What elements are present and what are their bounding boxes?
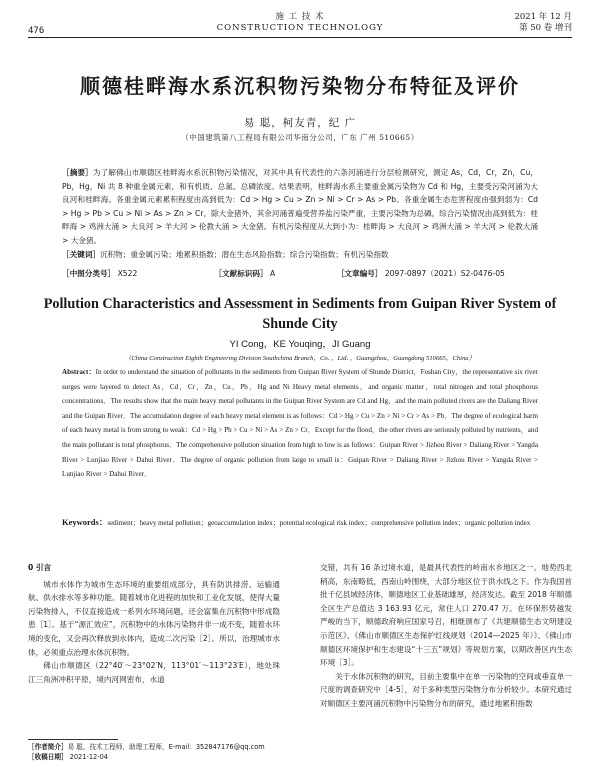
doc-value: A — [270, 269, 276, 278]
body-column-right — [320, 561, 572, 711]
abstract-cn-text: 为了解佛山市顺德区桂畔海水系沉积物污染情况，对其中具有代表性的六条河涌进行分层检测研究，测定 As，Cd，Cr，Zn，Cu，Pb，Hg，Ni 共 8 种重金属元素，和有机质、总氮、总磷浓度。结果表明，桂畔海水系主要重金属污染物为 Cd 和 Hg，主要受污染河涌为大良河和桂畔海。各重金属元素累积程度由高到低为：Cd > Hg > Cu > Zn > Ni > Cr > As > Pb。各重金属生态危害程度由强到弱为：Cd > Hg > Pb > Cu > Ni > As > Zn > Cr。除大金猪外，其余河涌普遍受营养盐污染严重，主要污染物为总磷。综合污染情况由高到低为：桂畔海 > 鸡洲大涌 > 大良河 > 羊大河 > 伦教大涌 > 大金猪。有机污染程度从大到小为：桂畔海 > 大良河 > 鸡洲大涌 > 羊大河 > 伦教大涌 > 大金猪。 — [62, 168, 538, 245]
affiliation-cn: （中国建筑第八工程局有限公司华南分公司，广东 广州 510665） — [181, 133, 419, 142]
section-heading: 0 引言 — [28, 563, 52, 572]
abstract-en-text: In order to understand the situation of pollutants in the sediments from Guipan River System of Shunde District，Foshan City，the representative six river surges were layered to detect As，Cd，Cr，Zn，Cu，Pb，Hg and Ni Heavy metal elements，and organic matter，total nitrogen and total phosphorus concentrations．The results show that the main heavy metal pollutants in the Guipan River System are Cd and Hg，and the main polluted rivers are the Daliang River and the Guipan River．The accumulation degree of each heavy metal element is as follows：Cd > Hg > Cu > Zn > Ni > Cr > As > Pb．The degree of ecological harm of each heavy metal is from strong to weak：Cd > Hg > Pb > Cu > Ni > As > Zn > Cr．Except for the flood，the other rivers are seriously polluted by nutrients，and the main pollutant is total phosphorus．The comprehensive pollution situation from high to low is as follows：Guipan River > Jizhou River > Daliang River > Yangda River > Lunjiao River > Dahui River．The degree of organic pollution from large to small is：Guipan River > Daliang River > Jizhou River > Yangda River > Lunjiao River > Dahui River． — [62, 368, 538, 479]
abstract-cn-label: ［摘要］ — [62, 168, 93, 177]
footnote-received — [28, 752, 288, 762]
keywords-en-label: Keywords： — [62, 517, 108, 527]
authors-cn: 易 聪，柯友青，纪 广 — [243, 117, 357, 129]
issue-info — [514, 12, 572, 34]
abstract-en-label: Abstract： — [62, 368, 96, 376]
doc-code — [214, 268, 334, 279]
footnote-received-label: ［收稿日期］ — [28, 753, 68, 761]
clc-value: X522 — [117, 269, 138, 278]
clc-number — [62, 268, 212, 279]
footnote-rule — [28, 739, 118, 740]
article-value: 2097-0897（2021）S2-0476-05 — [384, 269, 505, 278]
page-number: 476 — [28, 26, 45, 36]
footnote-received-text: 2021-12-04 — [69, 753, 108, 761]
clc-label: ［中图分类号］ — [62, 269, 116, 278]
classification-line — [62, 268, 538, 279]
issue-date: 2021 年 12 月 — [514, 12, 572, 22]
abstract-en — [62, 365, 538, 482]
footnote-author-text: 易 聪，技术工程师，助理工程师，E-mail：352847176@qq.com — [67, 743, 265, 751]
doc-label: ［文献标识码］ — [214, 269, 268, 278]
footnote-author-label: ［作者简介］ — [28, 743, 68, 751]
keywords-cn-text: 沉积物；重金属污染；地累积指数；潜在生态风险指数；综合污染指数；有机污染指数 — [99, 249, 389, 259]
keywords-cn-label: ［关键词］ — [62, 249, 100, 259]
journal-name — [28, 12, 572, 34]
authors-en: YI Cong，KE Youqing，JI Guang — [229, 339, 371, 350]
journal-name-en: CONSTRUCTION TECHNOLOGY — [216, 23, 384, 33]
article-number — [337, 268, 505, 279]
issue-volume: 第 50 卷 增刊 — [519, 23, 572, 33]
affiliation-en: （China Construction Eighth Engineering Division Southchina Branch，Co．，Ltd．，Guangzhou，Guangdong 510665，China） — [124, 355, 476, 362]
paragraph: 佛山市顺德区（22°40′～23°02′N，113°01′～113°23′E），地处珠江三角洲冲积平原，境内河网密布，水道 — [28, 661, 280, 684]
keywords-en-text: sediment；heavy metal pollution；geoaccumulation index；potential ecological risk index；comprehensive pollution index；organic pollution index — [107, 519, 531, 527]
paragraph: 城市水体作为城市生态环境的重要组成部分，具有防洪排涝、运输通航、供水排水等多种功能。随着城市化进程的加快和工业化发展，使得大量污染物排入，不仅直接造成一系列水环境问题，还会富集在沉积物中形成隐患［1］。基于“源汇效应”，沉积物中的水体污染物并非一成不变，随着水环境的变化，又会再次释放到水体内，造成二次污染［2］。所以，治理城市水体，必须重点治理水体沉积物。 — [28, 579, 280, 657]
footnote — [28, 742, 288, 762]
paragraph: 交错，共有 16 条过境水道，是最具代表性的岭南水乡地区之一。地势西北稍高，东南略低，西南山岭围绕，大部分地区位于洪水线之下。作为我国首批千亿县域经济体，顺德地区工业基础雄厚，经济发达。截至 2018 年顺德全区生产总值达 3 163.93 亿元，常住人口 270.47 万。在环保形势越发严峻的当下，顺德政府响应国家号召，相继颁布了《共建顺德生态文明建设示范区》、《佛山市顺德区生态保护红线规划（2014—2025 年）》、《佛山市顺德区环境保护和生态建设“十三五”规划》等规划方案，以期改善区内生态环境［3］。 — [320, 563, 572, 668]
journal-name-cn: 施 工 技 术 — [275, 12, 325, 22]
paragraph: 关于水体沉积物的研究，目前主要集中在单一污染物的空间或垂直单一尺度的调查研究中［4-5］，对于多种类型污染物分布分析较少。本研究通过对顺德区主要河涌沉积物中污染物分布的研究，通过地累积指数 — [320, 671, 572, 708]
body-column-left — [28, 561, 280, 686]
article-label: ［文章编号］ — [336, 269, 383, 278]
keywords-en — [62, 515, 538, 530]
title-cn: 顺德桂畔海水系沉积物污染物分布特征及评价 — [80, 74, 520, 98]
footnote-author — [28, 742, 288, 752]
running-header — [28, 8, 572, 38]
header-rule — [28, 37, 572, 38]
abstract-cn — [62, 166, 538, 261]
title-en: Pollution Characteristics and Assessment in Sediments from Guipan River System of Shunde City — [43, 296, 557, 332]
